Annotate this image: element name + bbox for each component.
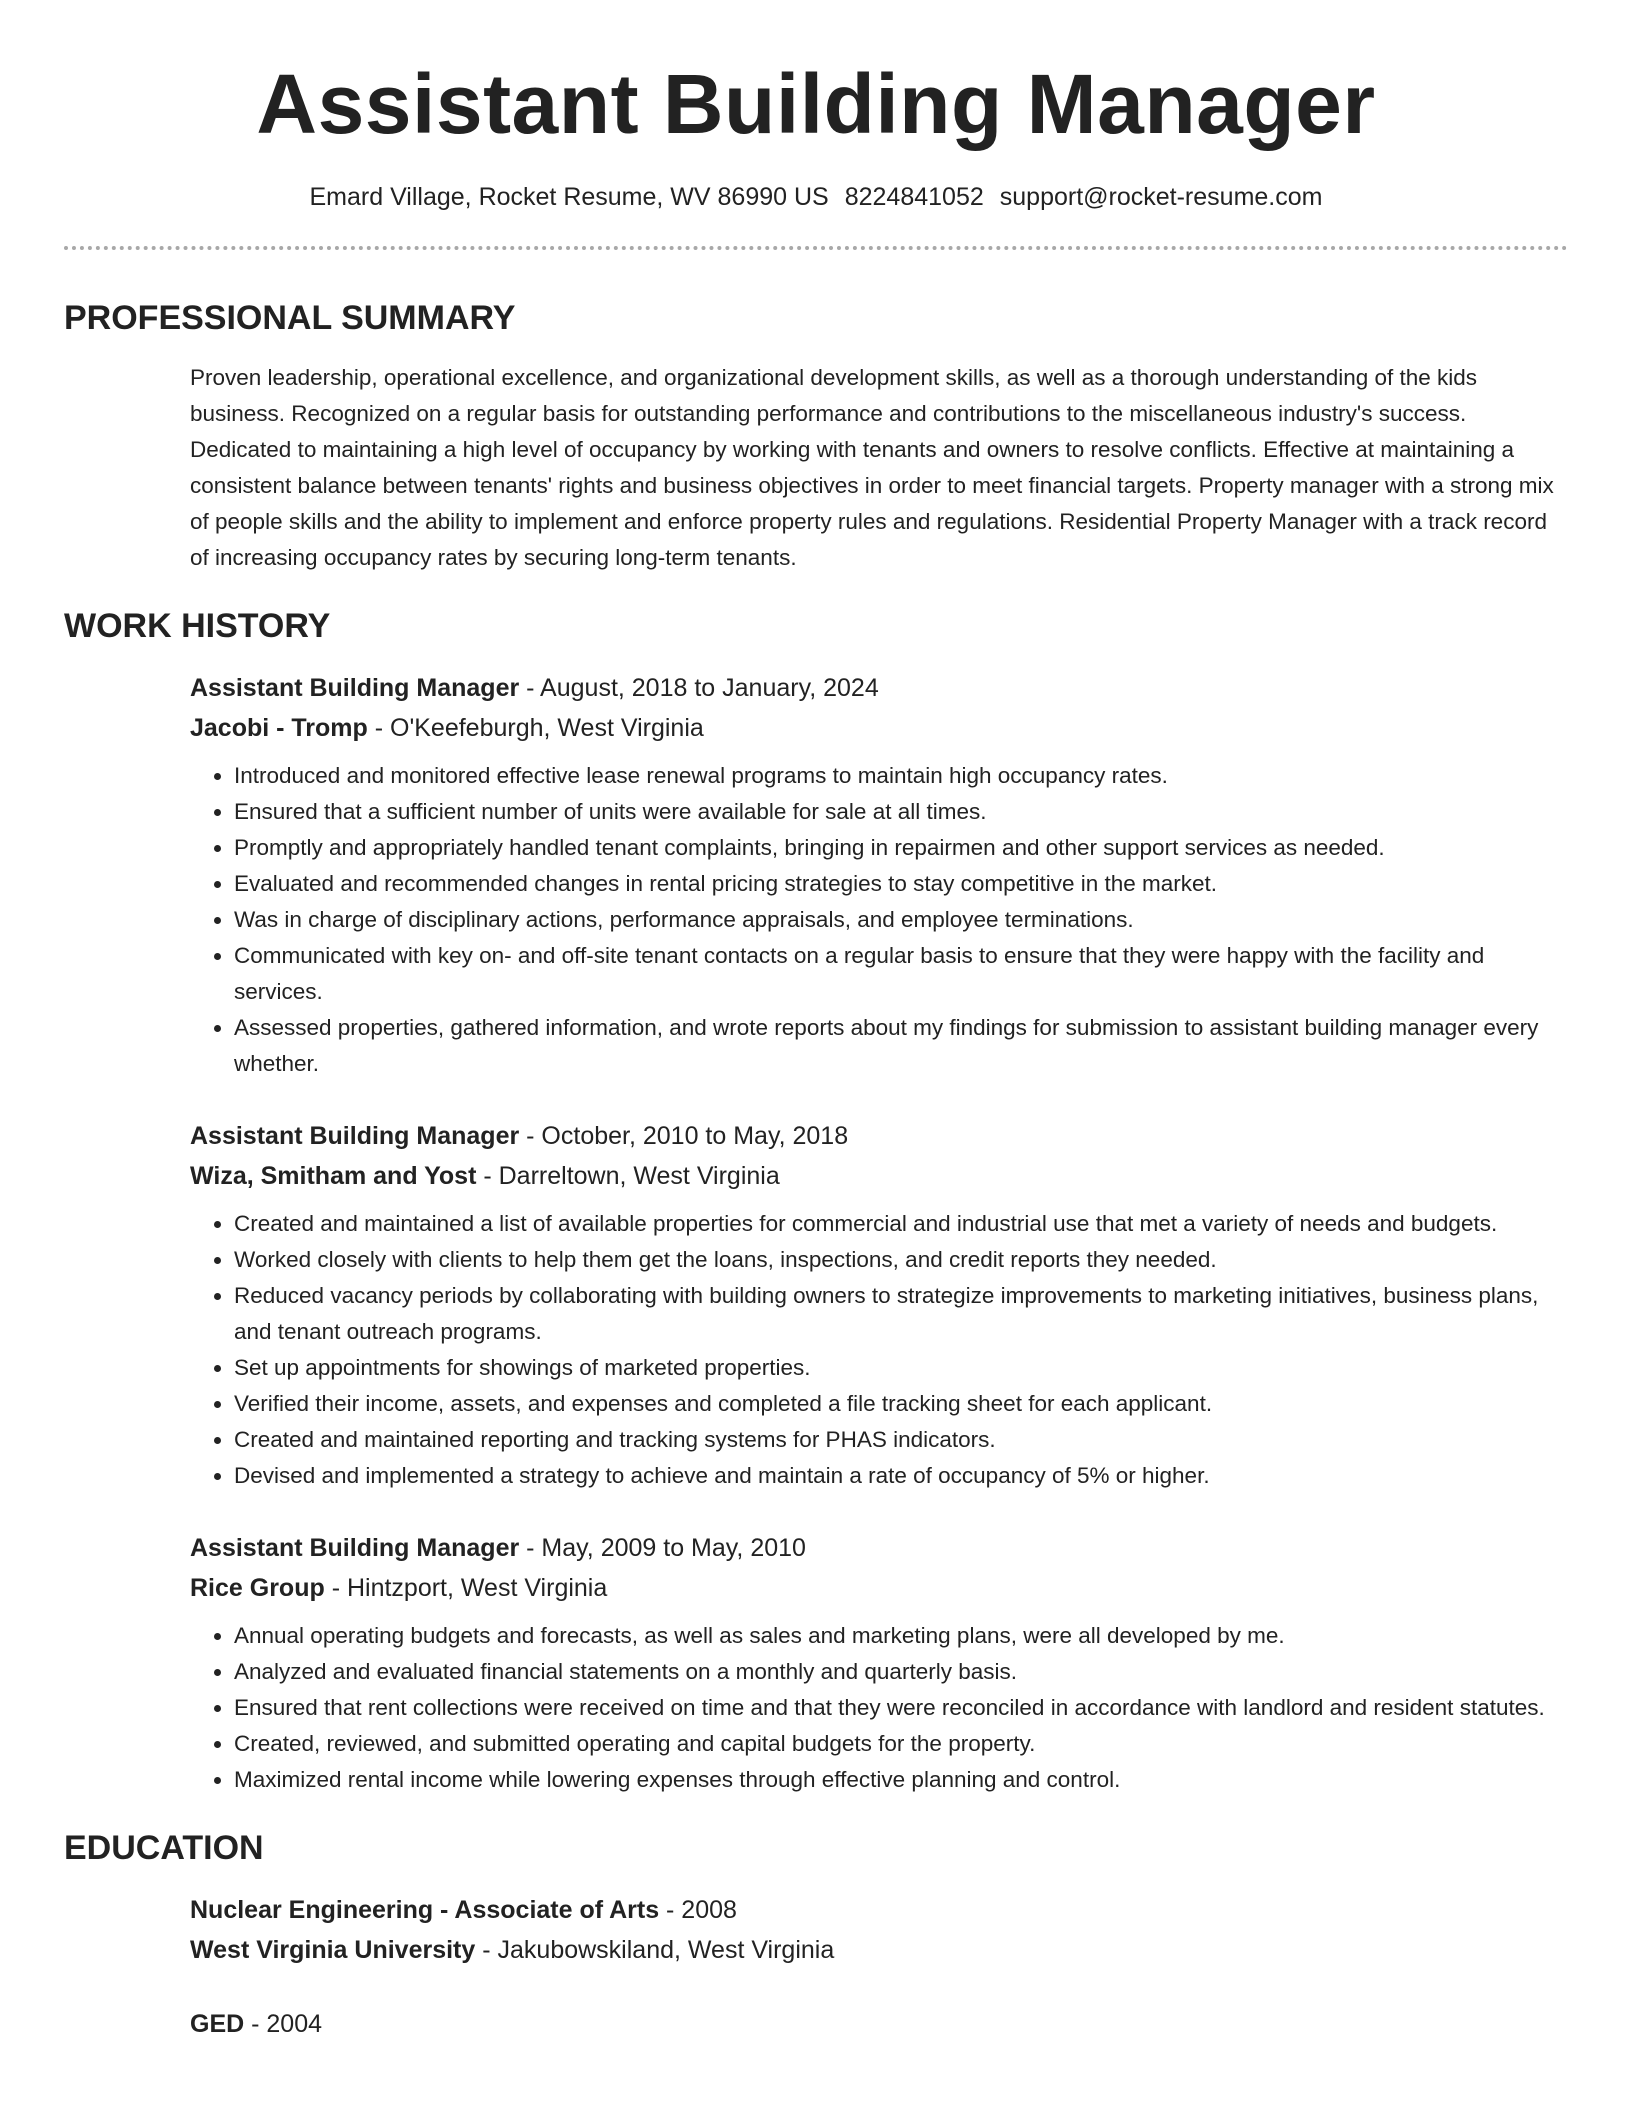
education-school-line bbox=[190, 1930, 1568, 1970]
education-entry bbox=[190, 1890, 1568, 1970]
job-bullet: • Ensured that a sufficient number of units were available for sale at all times. bbox=[234, 794, 1568, 830]
job-role: Assistant Building Manager bbox=[190, 674, 520, 702]
job-bullet: • Promptly and appropriately handled tenant complaints, bringing in repairmen and other support services as needed. bbox=[234, 830, 1568, 866]
job-dates: - October, 2010 to May, 2018 bbox=[519, 1122, 849, 1150]
contact-address: Emard Village, Rocket Resume, WV 86990 US bbox=[309, 183, 829, 211]
education-section bbox=[64, 1826, 1568, 2044]
education-entry bbox=[190, 2004, 1568, 2044]
job-dates: - May, 2009 to May, 2010 bbox=[519, 1534, 806, 1562]
job-location: - O'Keefeburgh, West Virginia bbox=[367, 714, 704, 742]
job-entry bbox=[190, 668, 1568, 1082]
education-location: - Jakubowskiland, West Virginia bbox=[475, 1936, 835, 1964]
header-divider bbox=[64, 246, 1568, 250]
education-degree-line bbox=[190, 1890, 1568, 1930]
work-history-section bbox=[64, 604, 1568, 1798]
job-bullet: • Assessed properties, gathered information, and wrote reports about my findings for submission to assistant building manager every whether. bbox=[234, 1010, 1568, 1082]
job-bullet: • Evaluated and recommended changes in rental pricing strategies to stay competitive in the market. bbox=[234, 866, 1568, 902]
job-role: Assistant Building Manager bbox=[190, 1534, 520, 1562]
job-company-line bbox=[190, 708, 1568, 748]
job-bullet: • Reduced vacancy periods by collaborating with building owners to strategize improvements to marketing initiatives, business plans, and tenant outreach programs. bbox=[234, 1278, 1568, 1350]
resume-header bbox=[64, 0, 1568, 250]
education-year: - 2008 bbox=[659, 1896, 737, 1924]
job-bullet: • Ensured that rent collections were received on time and that they were reconciled in accordance with landlord and resident statutes. bbox=[234, 1690, 1568, 1726]
job-role: Assistant Building Manager bbox=[190, 1122, 520, 1150]
job-bullet: • Set up appointments for showings of marketed properties. bbox=[234, 1350, 1568, 1386]
education-title: EDUCATION bbox=[64, 1829, 264, 1867]
job-company-line bbox=[190, 1156, 1568, 1196]
job-bullet: • Introduced and monitored effective lease renewal programs to maintain high occupancy rates. bbox=[234, 758, 1568, 794]
job-bullet: • Maximized rental income while lowering expenses through effective planning and control. bbox=[234, 1762, 1568, 1798]
summary-section bbox=[64, 296, 1568, 576]
job-bullets bbox=[190, 1618, 1568, 1798]
job-bullet: • Devised and implemented a strategy to achieve and maintain a rate of occupancy of 5% or higher. bbox=[234, 1458, 1568, 1494]
education-degree: Nuclear Engineering - Associate of Arts bbox=[190, 1896, 660, 1924]
job-bullet: • Worked closely with clients to help them get the loans, inspections, and credit reports they needed. bbox=[234, 1242, 1568, 1278]
education-degree-line bbox=[190, 2004, 1568, 2044]
contact-line bbox=[64, 180, 1568, 214]
education-degree: GED bbox=[190, 2010, 245, 2038]
summary-text: Proven leadership, operational excellence, and organizational development skills, as well as a thorough understanding of the kids business. Recognized on a regular basis for outstanding performance and contributions to the miscellaneous industry's success. Dedicated to maintaining a high level of occupancy by working with tenants and owners to resolve conflicts. Effective at maintaining a consistent balance between tenants' rights and business objectives in order to meet financial targets. Property manager with a strong mix of people skills and the ability to implement and enforce property rules and regulations. Residential Property Manager with a track record of increasing occupancy rates by securing long-term tenants. bbox=[190, 365, 1554, 570]
job-title-line bbox=[190, 668, 1568, 708]
education-school: West Virginia University bbox=[190, 1936, 476, 1964]
summary-title: PROFESSIONAL SUMMARY bbox=[64, 299, 516, 337]
job-bullet: • Created and maintained reporting and tracking systems for PHAS indicators. bbox=[234, 1422, 1568, 1458]
job-company: Rice Group bbox=[190, 1574, 325, 1602]
job-company: Wiza, Smitham and Yost bbox=[190, 1162, 477, 1190]
job-entry bbox=[190, 1116, 1568, 1494]
job-company: Jacobi - Tromp bbox=[190, 714, 368, 742]
candidate-name: Assistant Building Manager bbox=[256, 57, 1376, 151]
job-company-line bbox=[190, 1568, 1568, 1608]
education-year: - 2004 bbox=[244, 2010, 323, 2038]
job-bullet: • Created and maintained a list of available properties for commercial and industrial use that met a variety of needs and budgets. bbox=[234, 1206, 1568, 1242]
job-bullet: • Was in charge of disciplinary actions, performance appraisals, and employee terminations. bbox=[234, 902, 1568, 938]
job-bullets bbox=[190, 758, 1568, 1082]
job-location: - Darreltown, West Virginia bbox=[476, 1162, 780, 1190]
job-title-line bbox=[190, 1116, 1568, 1156]
contact-phone: 8224841052 bbox=[844, 183, 984, 211]
job-title-line bbox=[190, 1528, 1568, 1568]
work-history-title: WORK HISTORY bbox=[64, 607, 331, 645]
contact-email: support@rocket-resume.com bbox=[999, 183, 1323, 211]
job-bullets bbox=[190, 1206, 1568, 1494]
job-bullet: • Communicated with key on- and off-site tenant contacts on a regular basis to ensure that they were happy with the facility and services. bbox=[234, 938, 1568, 1010]
job-bullet: • Annual operating budgets and forecasts, as well as sales and marketing plans, were all developed by me. bbox=[234, 1618, 1568, 1654]
job-bullet: • Verified their income, assets, and expenses and completed a file tracking sheet for each applicant. bbox=[234, 1386, 1568, 1422]
job-entry bbox=[190, 1528, 1568, 1798]
job-bullet: • Analyzed and evaluated financial statements on a monthly and quarterly basis. bbox=[234, 1654, 1568, 1690]
job-bullet: • Created, reviewed, and submitted operating and capital budgets for the property. bbox=[234, 1726, 1568, 1762]
job-dates: - August, 2018 to January, 2024 bbox=[519, 674, 879, 702]
job-location: - Hintzport, West Virginia bbox=[324, 1574, 608, 1602]
